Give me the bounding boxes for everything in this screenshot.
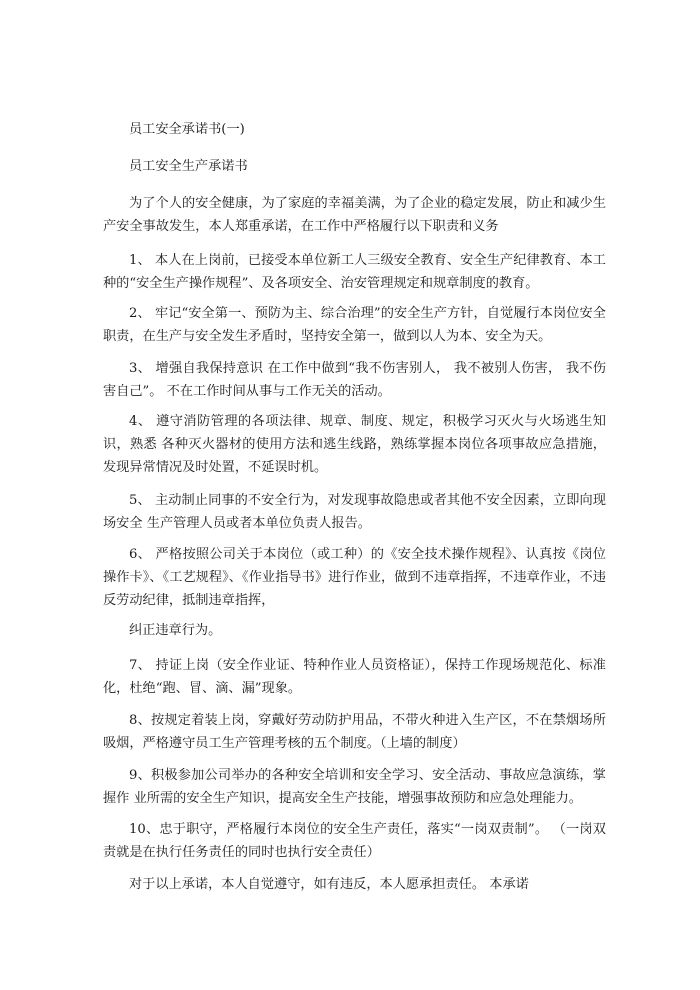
clause-3: 3、 增强自我保持意识 在工作中做到“我不伤害别人， 我不被别人伤害， 我不伤害自己”。 不在工作时间从事与工作无关的活动。	[103, 361, 606, 399]
clause-2: 2、 牢记“安全第一、预防为主、综合治理”的安全生产方针，自觉履行本岗位安全职责，在生产与安全发生矛盾时，坚持安全第一，做到以人为本、安全为天。	[103, 306, 606, 344]
document-subtitle: 员工安全生产承诺书	[129, 159, 248, 174]
clause-9: 9、积极参加公司举办的各种安全培训和安全学习、安全活动、事故应急演练，掌握作 业所需的安全生产知识，提高安全生产技能，增强事故预防和应急处理能力。	[103, 768, 606, 806]
clause-1: 1、 本人在上岗前，已接受本单位新工人三级安全教育、安全生产纪律教育、本工种的“安全生产操作规程”、及各项安全、治安管理规定和规章制度的教育。	[103, 253, 606, 291]
intro-paragraph: 为了个人的安全健康，为了家庭的幸福美满，为了企业的稳定发展，防止和减少生产安全事故发生，本人郑重承诺，在工作中严格履行以下职责和义务	[103, 196, 606, 234]
clause-10: 10、忠于职守，严格履行本岗位的安全生产责任，落实“一岗双责制”。 （一岗双责就是在执行任务责任的同时也执行安全责任）	[103, 822, 606, 860]
clause-5: 5、 主动制止同事的不安全行为，对发现事故隐患或者其他不安全因素，立即向现场安全 生产管理人员或者本单位负责人报告。	[103, 493, 606, 531]
clause-6: 6、 严格按照公司关于本岗位（或工种）的《安全技术操作规程》、认真按《岗位操作卡》、《工艺规程》、《作业指导书》进行作业，做到不违章指挥，不违章作业，不违反劳动纪律，抵制违章指挥，	[103, 547, 606, 608]
clause-6-continued: 纠正违章行为。	[129, 623, 222, 638]
clause-8: 8、按规定着装上岗，穿戴好劳动防护用品，不带火种进入生产区，不在禁烟场所吸烟，严格遵守员工生产管理考核的五个制度。（上墙的制度）	[103, 713, 606, 751]
clause-4: 4、 遵守消防管理的各项法律、规章、制度、规定，积极学习灭火与火场逃生知识，熟悉 各种灭火器材的使用方法和逃生线路，熟练掌握本岗位各项事故应急措施，发现异常情况及时处置，不延误时机。	[103, 414, 606, 475]
closing-paragraph: 对于以上承诺，本人自觉遵守，如有违反，本人愿承担责任。 本承诺	[129, 877, 529, 892]
document-title: 员工安全承诺书(一)	[129, 122, 245, 137]
clause-7: 7、 持证上岗（安全作业证、特种作业人员资格证），保持工作现场规范化、标准化，杜绝“跑、冒、滴、漏”现象。	[103, 658, 606, 696]
